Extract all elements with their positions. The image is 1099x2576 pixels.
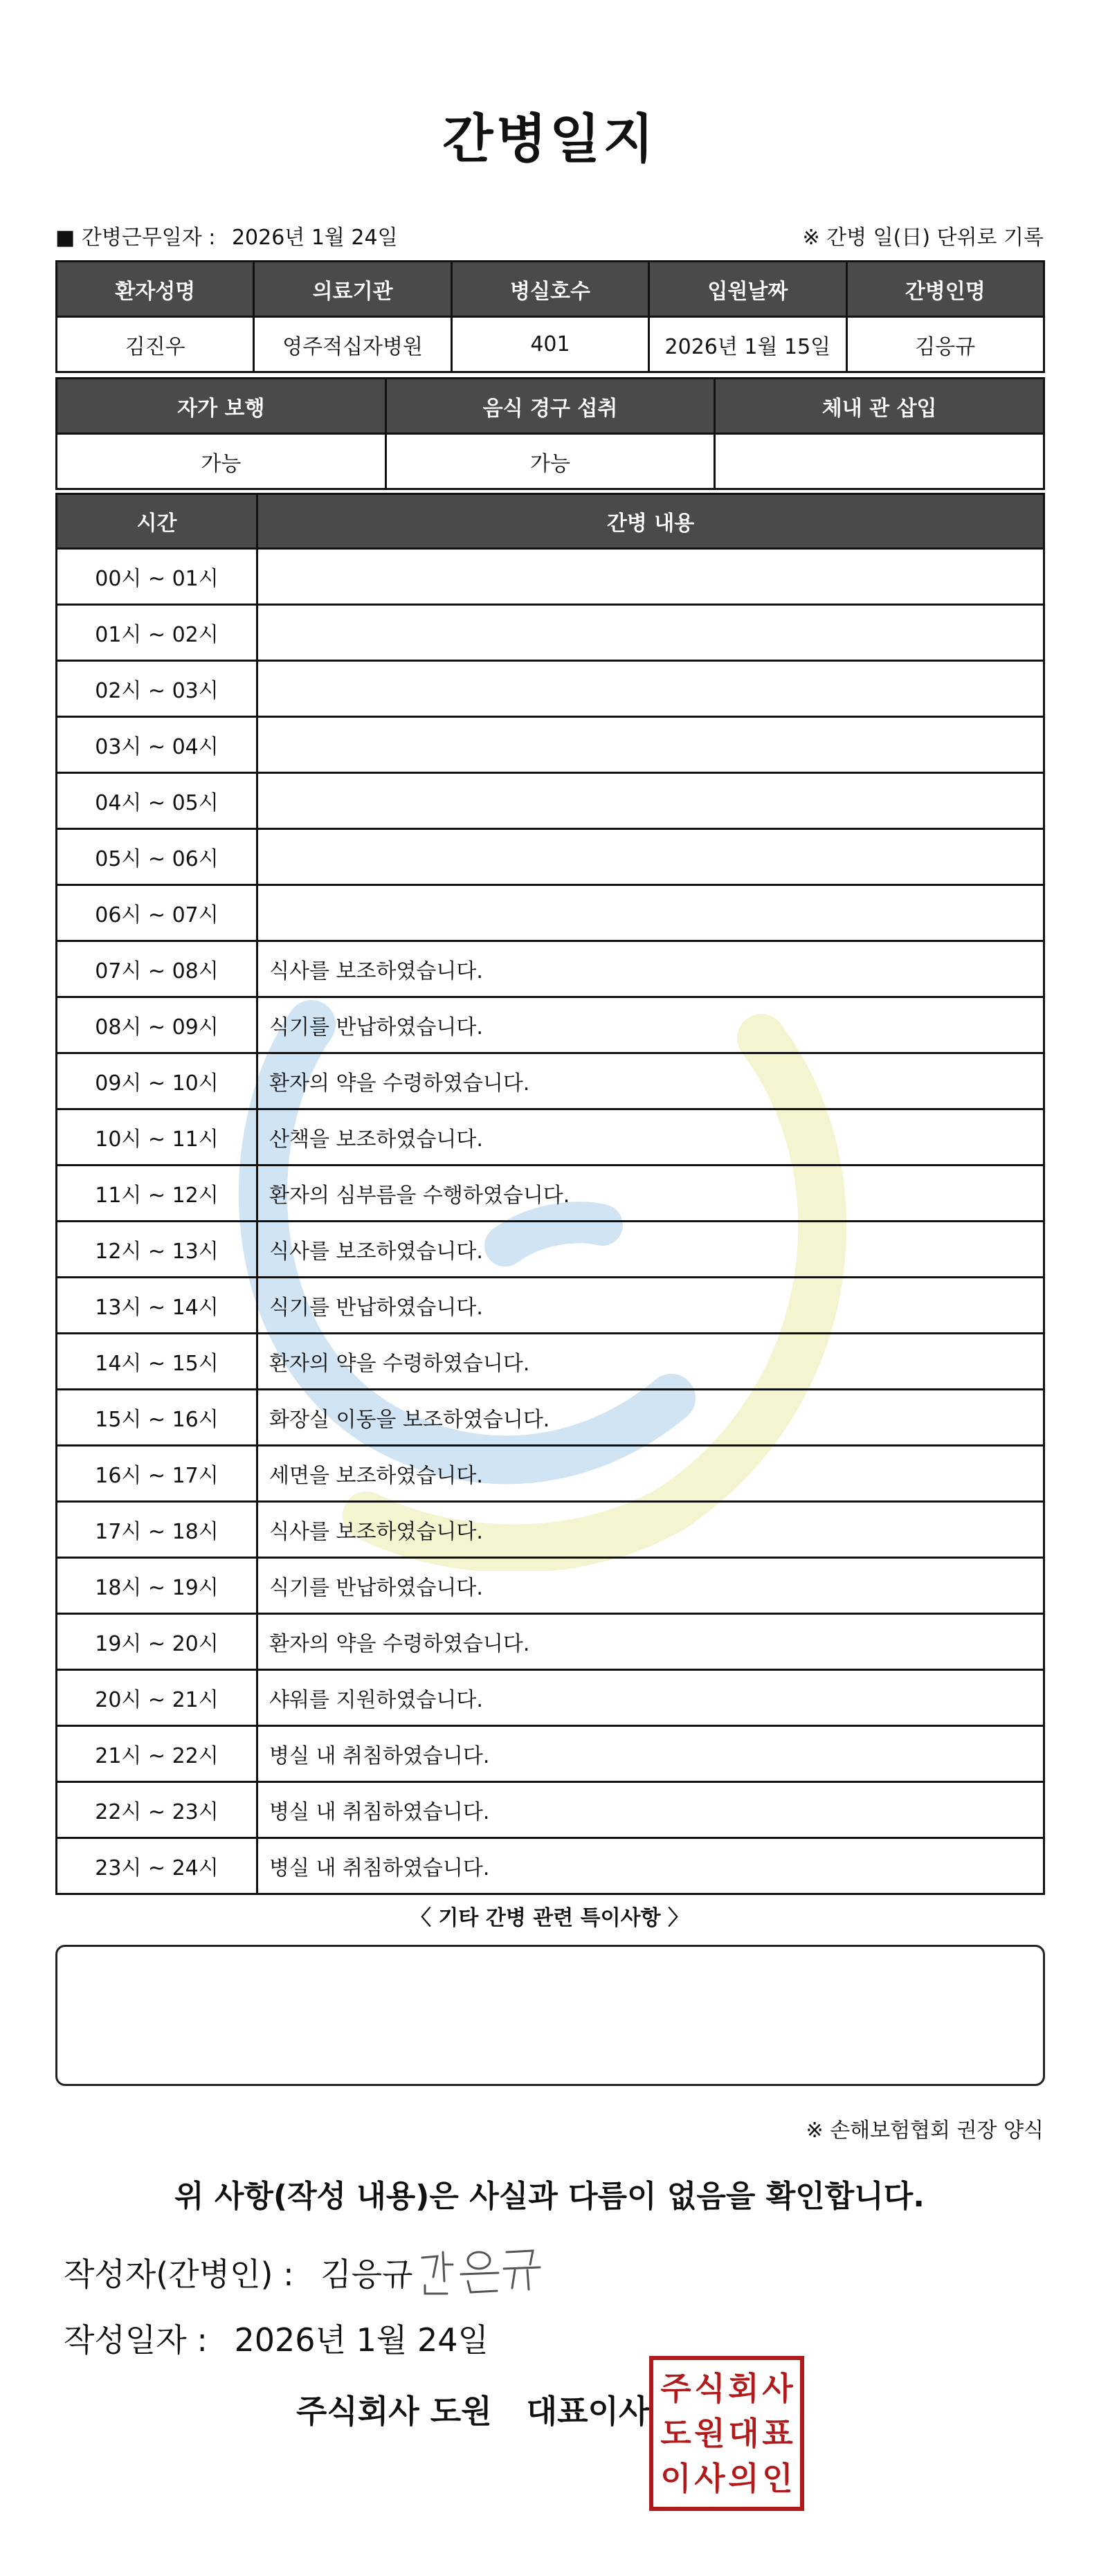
log-time: 06시 ~ 07시 [57,885,257,941]
header-hospital: 의료기관 [254,262,451,317]
record-unit-note: ※ 간병 일(日) 단위로 기록 [802,226,1044,250]
log-row [57,829,1044,885]
log-row [57,997,1044,1053]
log-time: 23시 ~ 24시 [57,1838,257,1894]
header-tube-insertion: 체내 관 삽입 [715,379,1044,434]
log-row [57,1614,1044,1670]
header-room: 병실호수 [451,262,648,317]
log-time: 17시 ~ 18시 [57,1502,257,1558]
log-time: 15시 ~ 16시 [57,1390,257,1446]
written-date-value: 2026년 1월 24일 [234,2321,489,2359]
log-time: 00시 ~ 01시 [57,549,257,605]
writer-label: 작성자(간병인) : [64,2256,294,2293]
log-time: 18시 ~ 19시 [57,1558,257,1614]
written-date-label: 작성일자 : [64,2321,208,2359]
work-date-value: 2026년 1월 24일 [231,226,398,250]
log-content: 산책을 보조하였습니다. [257,1109,1044,1165]
log-row [57,1334,1044,1390]
log-row [57,1109,1044,1165]
log-row [57,1726,1044,1782]
log-time: 19시 ~ 20시 [57,1614,257,1670]
caregiver-name: 김응규 [846,317,1044,372]
log-row [57,1278,1044,1334]
company-name: 주식회사 도원 [296,2393,492,2430]
seal-char: 대 [728,2414,759,2452]
written-date-line [64,2315,489,2361]
header-care-content: 간병 내용 [257,494,1044,549]
log-content: 식사를 보조하였습니다. [257,1222,1044,1278]
log-time: 05시 ~ 06시 [57,829,257,885]
ability-table [55,377,1045,490]
log-content [257,605,1044,661]
log-content [257,773,1044,829]
log-time: 04시 ~ 05시 [57,773,257,829]
log-content: 환자의 심부름을 수행하였습니다. [257,1165,1044,1222]
log-time: 10시 ~ 11시 [57,1109,257,1165]
seal-char: 식 [694,2369,725,2407]
log-time: 02시 ~ 03시 [57,661,257,717]
seal-char: 인 [762,2460,793,2498]
log-row [57,661,1044,717]
log-time: 08시 ~ 09시 [57,997,257,1053]
work-date [55,220,398,251]
log-time: 12시 ~ 13시 [57,1222,257,1278]
seal-char: 표 [762,2414,793,2452]
log-content [257,549,1044,605]
log-time: 03시 ~ 04시 [57,717,257,773]
ability-header-row [57,379,1044,434]
oral-intake-value: 가능 [385,434,715,489]
log-time: 09시 ~ 10시 [57,1053,257,1109]
log-body [57,549,1044,1894]
room-number: 401 [451,317,648,372]
log-row [57,1222,1044,1278]
log-content: 화장실 이동을 보조하였습니다. [257,1390,1044,1446]
notes-heading: 〈 기타 간병 관련 특이사항 〉 [410,1906,689,1930]
header-caregiver: 간병인명 [846,262,1044,317]
log-content [257,717,1044,773]
log-row [57,1782,1044,1838]
log-row [57,1446,1044,1502]
self-walking-value: 가능 [57,434,386,489]
handwritten-signature [417,2237,548,2299]
representative-title: 대표이사 [526,2393,650,2430]
log-content [257,829,1044,885]
log-row [57,1165,1044,1222]
patient-header-row [57,262,1044,317]
log-content: 환자의 약을 수령하였습니다. [257,1053,1044,1109]
seal-char: 이 [660,2460,691,2498]
seal-char: 도 [660,2414,691,2452]
log-content: 식기를 반납하였습니다. [257,1558,1044,1614]
log-row [57,773,1044,829]
ability-value-row [57,434,1044,489]
writer-name: 김응규 [320,2256,413,2293]
special-notes-box[interactable] [55,1945,1045,2086]
patient-value-row [57,317,1044,372]
header-oral-intake: 음식 경구 섭취 [385,379,715,434]
log-time: 20시 ~ 21시 [57,1670,257,1726]
log-row [57,1670,1044,1726]
admission-date: 2026년 1월 15일 [649,317,846,372]
log-row [57,885,1044,941]
tube-insertion-value [715,434,1044,489]
hospital-name: 영주적십자병원 [254,317,451,372]
log-time: 11시 ~ 12시 [57,1165,257,1222]
log-content: 샤워를 지원하였습니다. [257,1670,1044,1726]
writer-line [64,2249,413,2295]
recommendation-note: ※ 손해보험협회 권장 양식 [806,2119,1044,2143]
log-time: 21시 ~ 22시 [57,1726,257,1782]
log-row [57,1053,1044,1109]
meta-row [55,220,1044,251]
log-content: 식사를 보조하였습니다. [257,941,1044,997]
seal-char: 주 [660,2369,691,2407]
seal-char: 사 [694,2460,725,2498]
patient-name: 김진우 [57,317,254,372]
log-row [57,1838,1044,1894]
confirmation-statement: 위 사항(작성 내용)은 사실과 다름이 없음을 확인합니다. [174,2179,925,2214]
log-row [57,1502,1044,1558]
log-time: 13시 ~ 14시 [57,1278,257,1334]
care-log-table [55,493,1045,1895]
log-content: 식기를 반납하였습니다. [257,1278,1044,1334]
page-title: 간병일지 [442,108,657,170]
log-content: 병실 내 취침하였습니다. [257,1782,1044,1838]
log-time: 14시 ~ 15시 [57,1334,257,1390]
log-content: 식사를 보조하였습니다. [257,1502,1044,1558]
log-content: 병실 내 취침하였습니다. [257,1838,1044,1894]
log-content: 환자의 약을 수령하였습니다. [257,1614,1044,1670]
log-row [57,1558,1044,1614]
patient-info-table [55,260,1045,373]
log-content: 세면을 보조하였습니다. [257,1446,1044,1502]
log-content: 병실 내 취침하였습니다. [257,1726,1044,1782]
log-time: 22시 ~ 23시 [57,1782,257,1838]
log-row [57,605,1044,661]
company-line [296,2386,649,2432]
header-time: 시간 [57,494,257,549]
seal-char: 원 [694,2414,725,2452]
log-content [257,661,1044,717]
log-time: 16시 ~ 17시 [57,1446,257,1502]
seal-char: 의 [728,2460,759,2498]
work-date-label: ■ 간병근무일자 : [55,226,216,250]
seal-char: 회 [728,2369,759,2407]
header-admission-date: 입원날짜 [649,262,846,317]
seal-char: 사 [762,2369,793,2407]
header-self-walking: 자가 보행 [57,379,386,434]
log-row [57,1390,1044,1446]
log-content: 식기를 반납하였습니다. [257,997,1044,1053]
log-header-row [57,494,1044,549]
log-row [57,717,1044,773]
log-time: 01시 ~ 02시 [57,605,257,661]
log-time: 07시 ~ 08시 [57,941,257,997]
log-content [257,885,1044,941]
header-patient-name: 환자성명 [57,262,254,317]
log-row [57,941,1044,997]
company-seal-stamp [649,2356,804,2511]
log-row [57,549,1044,605]
log-content: 환자의 약을 수령하였습니다. [257,1334,1044,1390]
